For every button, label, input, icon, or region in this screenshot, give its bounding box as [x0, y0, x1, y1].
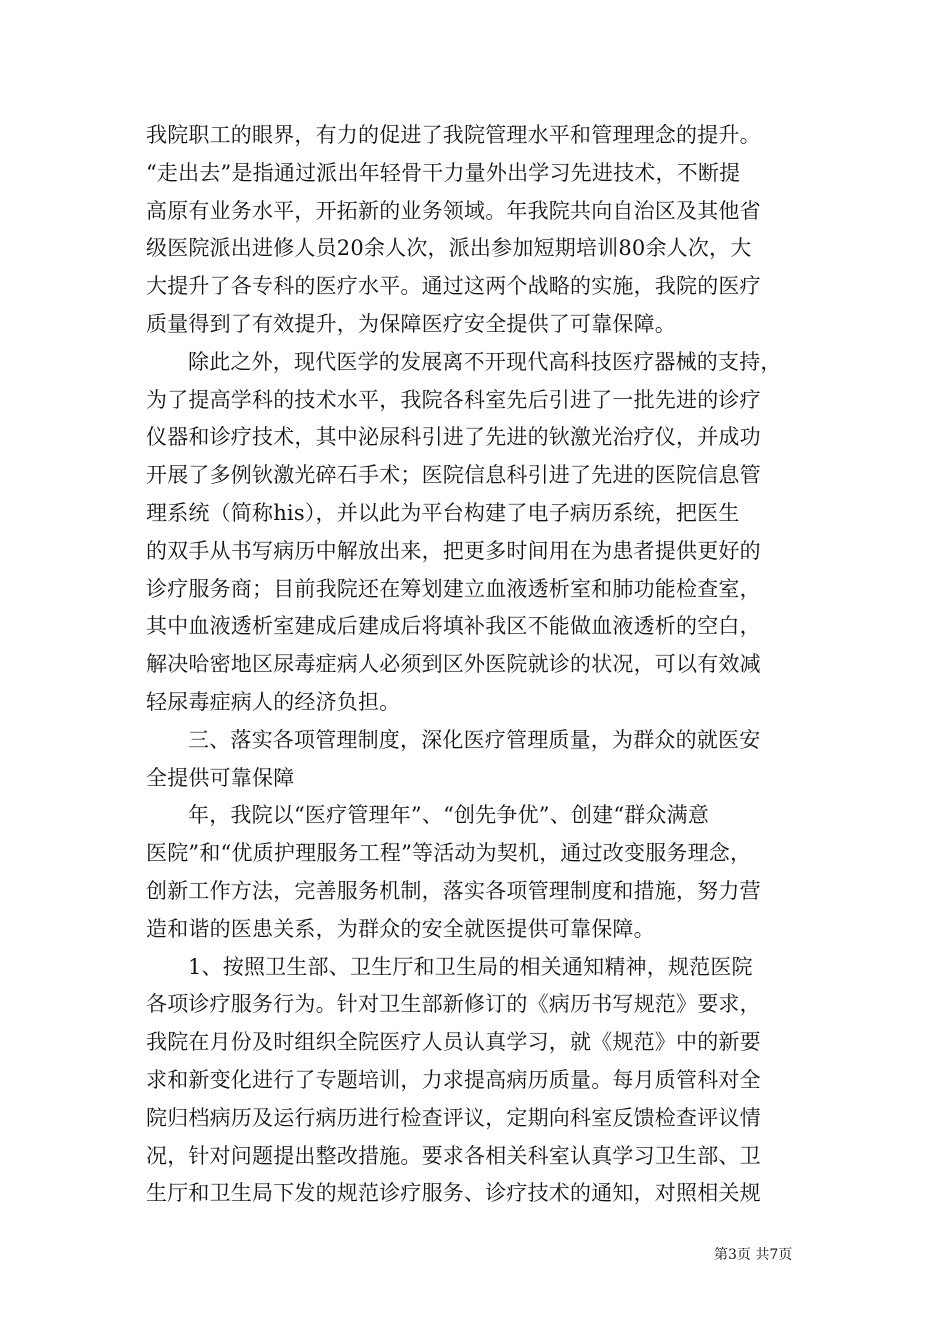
- text-line: 创新工作方法，完善服务机制，落实各项管理制度和措施，努力营: [146, 878, 761, 903]
- section-heading-line: 全提供可靠保障: [146, 765, 295, 790]
- text-line: 级医院派出进修人员20余人次，派出参加短期培训80余人次，大: [146, 236, 752, 261]
- text-line: “走出去”是指通过派出年轻骨干力量外出学习先进技术，不断提: [146, 160, 741, 185]
- text-line: 造和谐的医患关系，为群众的安全就医提供可靠保障。: [146, 916, 655, 941]
- text-line: 求和新变化进行了专题培训，力求提高病历质量。每月质管科对全: [146, 1067, 761, 1092]
- text-line: 院归档病历及运行病历进行检查评议，定期向科室反馈检查评议情: [146, 1105, 761, 1130]
- text-line: 仪器和诊疗技术，其中泌尿科引进了先进的钬激光治疗仪，并成功: [146, 425, 761, 450]
- text-line: 质量得到了有效提升，为保障医疗安全提供了可靠保障。: [146, 311, 676, 336]
- text-line: 开展了多例钬激光碎石手术；医院信息科引进了先进的医院信息管: [146, 463, 761, 488]
- section-heading-line: 三、落实各项管理制度，深化医疗管理质量，为群众的就医安: [188, 727, 761, 752]
- text-line: 生厅和卫生局下发的规范诊疗服务、诊疗技术的通知，对照相关规: [146, 1181, 761, 1206]
- text-line: 大提升了各专科的医疗水平。通过这两个战略的实施，我院的医疗: [146, 274, 761, 299]
- text-line: 我院职工的眼界，有力的促进了我院管理水平和管理理念的提升。: [146, 123, 761, 147]
- text-line: 各项诊疗服务行为。针对卫生部新修订的《病历书写规范》要求，: [146, 992, 761, 1017]
- text-line: 医院”和“优质护理服务工程”等活动为契机，通过改变服务理念，: [146, 841, 752, 866]
- text-line: 诊疗服务商；目前我院还在筹划建立血液透析室和肺功能检查室，: [146, 576, 761, 601]
- text-line: 高原有业务水平，开拓新的业务领域。年我院共向自治区及其他省: [146, 198, 761, 223]
- text-line: 解决哈密地区尿毒症病人必须到区外医院就诊的状况，可以有效减: [146, 652, 761, 677]
- document-body: [146, 117, 806, 1213]
- text-line: 况，针对问题提出整改措施。要求各相关科室认真学习卫生部、卫: [146, 1143, 761, 1168]
- page-number: 第3页 共7页: [714, 1247, 793, 1263]
- text-line: 其中血液透析室建成后建成后将填补我区不能做血液透析的空白，: [146, 614, 761, 639]
- paragraph-start-line: 年，我院以“医疗管理年”、“创先争优”、创建“群众满意: [188, 803, 710, 828]
- text-line: 理系统（简称his），并以此为平台构建了电子病历系统，把医生: [146, 500, 740, 525]
- text-line: 轻尿毒症病人的经济负担。: [146, 689, 401, 714]
- paragraph-start-line: 1、按照卫生部、卫生厅和卫生局的相关通知精神，规范医院: [188, 954, 753, 979]
- paragraph-start-line: 除此之外，现代医学的发展离不开现代高科技医疗器械的支持，: [188, 349, 782, 374]
- text-line: 为了提高学科的技术水平，我院各科室先后引进了一批先进的诊疗: [146, 387, 761, 412]
- text-line: 的双手从书写病历中解放出来，把更多时间用在为患者提供更好的: [146, 538, 761, 563]
- text-line: 我院在月份及时组织全院医疗人员认真学习，就《规范》中的新要: [146, 1030, 761, 1055]
